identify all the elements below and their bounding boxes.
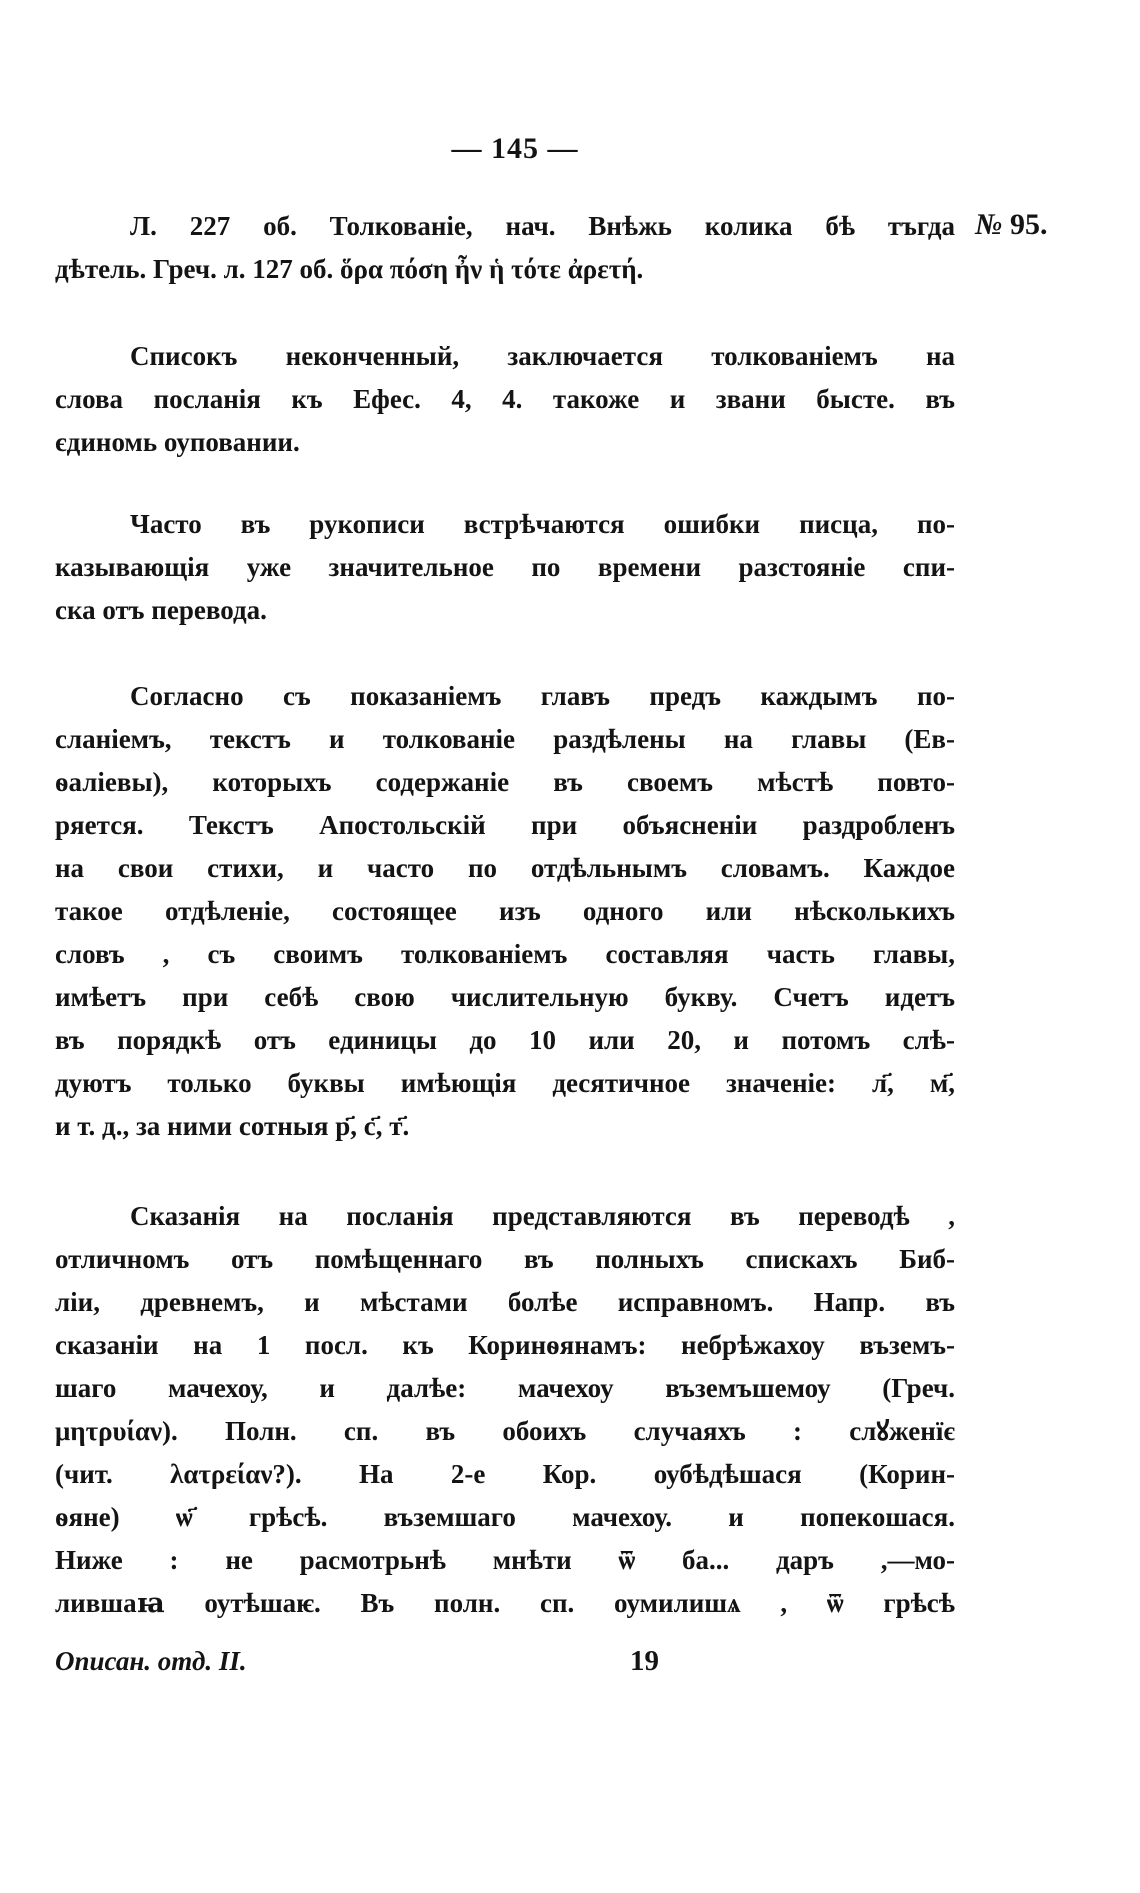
text-line: ѳяне) ѡ҃ грѣсѣ. въземшаго мачехоу. и попекошася. — [55, 1502, 955, 1532]
catalog-mark-number: 95. — [1009, 208, 1048, 241]
text-line: сланіемъ, текстъ и толкованіе раздѣлены на главы (Ев- — [55, 724, 955, 754]
sheet-number: 19 — [630, 1645, 659, 1677]
text-line: ска отъ перевода. — [55, 595, 267, 625]
text-line: дѣтель. Греч. л. 127 об. ὅρα πόση ἦν ἡ τότε ἀρετή. — [55, 254, 644, 284]
paragraph-1 — [55, 205, 955, 291]
text-line: ѳаліевы), которыхъ содержаніе въ своемъ мѣстѣ повто- — [55, 767, 955, 797]
text-line: словъ , съ своимъ толкованіемъ составляя часть главы, — [55, 939, 955, 969]
text-line: шаго мачехоу, и далѣе: мачехоу въземъшемоу (Греч. — [55, 1373, 955, 1403]
text-line: Часто въ рукописи встрѣчаются ошибки писца, по- — [130, 509, 955, 539]
text-line: и т. д., за ними сотныя р҃, с҃, т҃. — [55, 1111, 410, 1141]
text-line: слова посланія къ Ефес. 4, 4. такоже и звани бысте. въ — [55, 384, 955, 414]
text-line: сказаніи на 1 посл. къ Коринѳянамъ: небрѣжахоу въземъ- — [55, 1330, 955, 1360]
text-line: ліи, древнемъ, и мѣстами болѣе исправномъ. Напр. въ — [55, 1287, 955, 1317]
paragraph-2 — [55, 335, 955, 464]
text-line: Согласно съ показаніемъ главъ предъ каждымъ по- — [130, 681, 955, 711]
page-number: — 145 — — [451, 132, 579, 165]
text-line: въ порядкѣ отъ единицы до 10 или 20, и потомъ слѣ- — [55, 1025, 955, 1055]
paragraph-3 — [55, 503, 955, 632]
catalog-mark — [975, 208, 1047, 242]
text-line: имѣетъ при себѣ свою числительную букву. Счетъ идетъ — [55, 982, 955, 1012]
catalog-mark-symbol: № — [975, 208, 1003, 241]
text-line: дуютъ только буквы имѣющія десятичное значеніе: л҃, м҃, — [55, 1068, 955, 1098]
text-line: казывающія уже значительное по времени разстояніе спи- — [55, 552, 955, 582]
text-line: Ниже : не расмотрьнѣ мнѣти ѿ ба... даръ ,—мо- — [55, 1545, 955, 1575]
text-line: (чит. λατρείαν?). На 2-е Кор. оубѣдѣшася (Корин- — [55, 1459, 955, 1489]
text-line: μητρυίαν). Полн. сп. въ обоихъ случаяхъ : слꙋженїє — [55, 1416, 955, 1446]
text-line: Сказанія на посланія представляются въ переводѣ , — [130, 1201, 955, 1231]
paragraph-5 — [55, 1195, 955, 1625]
signature-mark: Описан. отд. II. — [55, 1646, 247, 1676]
text-line: отличномъ отъ помѣщеннаго въ полныхъ спискахъ Биб- — [55, 1244, 955, 1274]
text-line: такое отдѣленіе, состоящее изъ одного или нѣсколькихъ — [55, 896, 955, 926]
text-line: ряется. Текстъ Апостольскій при объясненіи раздробленъ — [55, 810, 955, 840]
text-line: Списокъ неконченный, заключается толкованіемъ на — [130, 341, 955, 371]
text-line: лившаꙗ оутѣшаѥ. Въ полн. сп. оумилишѧ , ѿ грѣсѣ — [55, 1588, 955, 1618]
text-line: на свои стихи, и часто по отдѣльнымъ словамъ. Каждое — [55, 853, 955, 883]
page-footer — [55, 1640, 955, 1683]
text-line: єдиномь оуповании. — [55, 427, 300, 457]
paragraph-4 — [55, 675, 955, 1148]
text-line: Л. 227 об. Толкованіе, нач. Внѣжь колика бѣ тъгда — [130, 211, 955, 241]
